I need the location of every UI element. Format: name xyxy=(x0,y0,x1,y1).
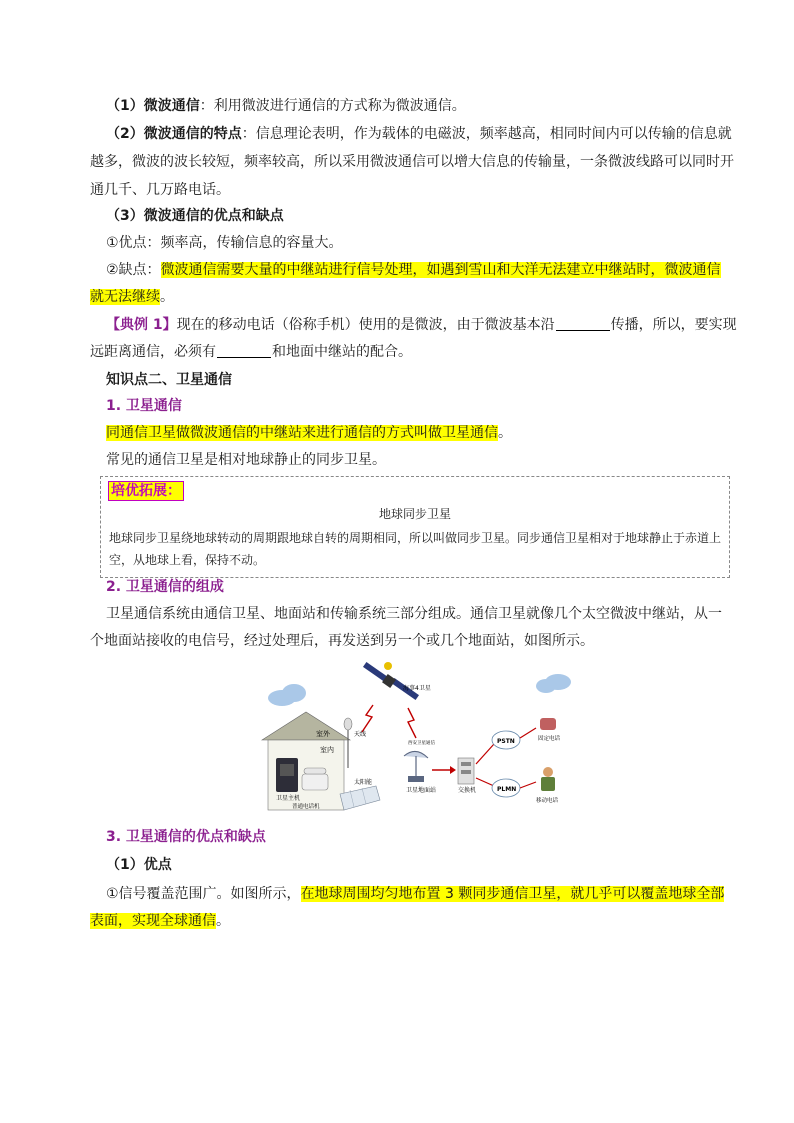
common-satellite-text: 常见的通信卫星是相对地球静止的同步卫星。 xyxy=(106,452,386,468)
microwave-disadvantage-line1: ②缺点：微波通信需要大量的中继站进行信号处理，如遇到雪山和大洋无法建立中继站时，微波通信 xyxy=(106,262,721,278)
arrow-icon xyxy=(476,778,494,786)
ground-station-label: 卫星地面站 xyxy=(406,787,437,794)
arrow-head-icon xyxy=(450,766,456,774)
microwave-disadvantage-line2: 就无法继续。 xyxy=(90,289,174,305)
satellite-host-icon xyxy=(276,758,298,792)
microwave-definition: （1）微波通信：利用微波进行通信的方式称为微波通信。 xyxy=(106,98,466,114)
phone-label: 普通电话机 xyxy=(292,804,320,810)
mobile-phone-label: 移动电话 xyxy=(536,798,559,804)
example-1-line1: 【典例 1】现在的移动电话（俗称手机）使用的是微波，由于微波基本沿 传播，所以，要实现 xyxy=(106,317,737,333)
pstn-label: PSTN xyxy=(497,738,515,745)
satellite-icon xyxy=(363,662,419,700)
answer-blank-2[interactable] xyxy=(217,343,271,358)
composition-line1: 卫星通信系统由通信卫星、地面站和传输系统三部分组成。通信卫星就像几个太空微波中继站，从一 xyxy=(106,606,722,622)
extension-text: 地球同步卫星绕地球转动的周期跟地球自转的周期相同，所以叫做同步卫星。同步通信卫星相对于地球静止于赤道上空，从地球上看，保持不动。 xyxy=(109,531,722,567)
ground-station-icon xyxy=(404,751,428,782)
plmn-label: PLMN xyxy=(497,786,517,793)
solar-label: 太阳能 xyxy=(354,779,373,786)
knowledge-point-2-heading: 知识点二、卫星通信 xyxy=(106,372,232,388)
coverage-line1: ①信号覆盖范围广。如图所示，在地球周围均匀地布置 3 颗同步通信卫星，就几乎可以覆盖地球全部 xyxy=(106,886,725,902)
answer-blank-1[interactable] xyxy=(556,316,610,331)
antenna-icon xyxy=(344,718,352,768)
extension-title: 地球同步卫星 xyxy=(378,507,451,521)
outdoor-label: 室外 xyxy=(316,730,330,738)
fixed-phone-label: 固定电话 xyxy=(538,736,561,742)
coverage-line2: 表面，实现全球通信。 xyxy=(90,913,230,929)
extension-box xyxy=(100,476,730,578)
arrow-icon xyxy=(520,782,536,788)
arrow-icon xyxy=(476,744,494,764)
microwave-advantage: ①优点：频率高，传输信息的容量大。 xyxy=(106,235,343,251)
person-with-mobile-icon xyxy=(541,767,555,791)
indoor-label: 室内 xyxy=(320,746,334,754)
switch-icon xyxy=(458,758,474,784)
host-label: 卫星主机 xyxy=(276,795,301,802)
section-3-heading: 3. 卫星通信的优点和缺点 xyxy=(106,829,266,845)
microwave-features-line2: 越多，微波的波长较短，频率较高，所以采用微波通信可以增大信息的传输量，一条微波线路可以同时开 xyxy=(90,154,734,170)
example-1-line2: 远距离通信，必须有 和地面中继站的配合。 xyxy=(90,344,412,360)
solar-panel-icon xyxy=(340,786,380,810)
arrow-icon xyxy=(520,728,536,738)
composition-line2: 个地面站接收的电信号，经过处理后，再发送到另一个或几个地面站，如图所示。 xyxy=(90,633,594,649)
microwave-pros-cons-heading: （3）微波通信的优点和缺点 xyxy=(106,208,284,224)
section-2-heading: 2. 卫星通信的组成 xyxy=(106,579,224,595)
website-label: 西安卫星通信 xyxy=(408,741,435,746)
fixed-phone-icon xyxy=(540,718,556,730)
section-1-heading: 1. 卫星通信 xyxy=(106,398,182,414)
cloud-icon xyxy=(268,684,306,706)
phone-icon xyxy=(302,768,328,790)
antenna-label: 天线 xyxy=(354,731,367,738)
microwave-features-line3: 通几千、几万路电话。 xyxy=(90,182,230,198)
extension-tag: 培优拓展： xyxy=(108,481,184,501)
cloud-icon xyxy=(536,674,571,693)
satellite-communication-definition: 同通信卫星做微波通信的中继站来进行通信的方式叫做卫星通信。 xyxy=(106,425,512,441)
signal-icon xyxy=(362,705,373,732)
satellite-label: 海事4卫星 xyxy=(403,685,431,692)
switch-label: 交换机 xyxy=(458,787,477,794)
microwave-features-line1: （2）微波通信的特点：信息理论表明，作为载体的电磁波，频率越高，相同时间内可以传输的信息就 xyxy=(106,126,732,142)
satellite-system-diagram xyxy=(258,660,578,820)
signal-icon xyxy=(408,708,416,738)
advantages-subheading: （1）优点 xyxy=(106,857,172,873)
